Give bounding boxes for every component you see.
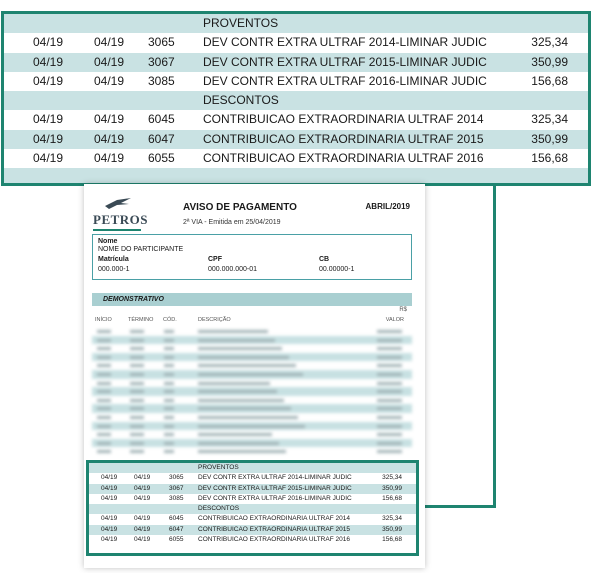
cell-valor: 156,68 (531, 73, 568, 88)
cell-descricao: DEV CONTR EXTRA ULTRAF 2016-LIMINAR JUDIC (198, 494, 352, 502)
cb-label: CB (319, 256, 330, 263)
currency-label: R$ (399, 307, 407, 313)
cell-termino: 04/19 (134, 525, 151, 533)
blurred-row (92, 422, 412, 431)
demonstrativo-header: DEMONSTRATIVO (92, 293, 412, 306)
cell-inicio: 04/19 (101, 474, 118, 482)
cell-valor: 325,34 (531, 35, 568, 50)
cb-value: 00.00000-1 (319, 266, 355, 273)
table-row (89, 484, 416, 494)
table-row (4, 72, 588, 91)
document-month: ABRIL/2019 (365, 202, 410, 211)
cell-inicio: 04/19 (101, 515, 118, 523)
cell-descricao: DEV CONTR EXTRA ULTRAF 2016-LIMINAR JUDIC (203, 73, 487, 88)
cell-descricao: CONTRIBUICAO EXTRAORDINARIA ULTRAF 2014 (198, 515, 350, 523)
document-title: AVISO DE PAGAMENTO (183, 202, 297, 213)
zoomed-table (1, 11, 591, 186)
blurred-row (92, 327, 412, 336)
cell-inicio: 04/19 (101, 484, 118, 492)
cell-inicio: 04/19 (33, 54, 64, 69)
payment-document (84, 184, 425, 568)
blurred-row (92, 396, 412, 405)
table-row (4, 149, 588, 168)
bird-icon (103, 196, 133, 210)
blurred-row (92, 404, 412, 413)
blurred-row (92, 413, 412, 422)
cell-inicio: 04/19 (33, 131, 64, 146)
table-footer (4, 168, 588, 185)
cell-termino: 04/19 (94, 54, 125, 69)
table-row (89, 473, 416, 483)
matricula-label: Matrícula (98, 256, 129, 263)
cell-valor: 325,34 (382, 515, 402, 523)
cell-inicio: 04/19 (33, 151, 64, 166)
nome-label: Nome (98, 238, 118, 245)
cell-termino: 04/19 (94, 35, 125, 50)
blurred-row (92, 344, 412, 353)
cell-cod: 6055 (169, 536, 184, 544)
cell-descricao: DEV CONTR EXTRA ULTRAF 2014-LIMINAR JUDIC (203, 35, 487, 50)
table-row (4, 110, 588, 129)
cell-descricao: DEV CONTR EXTRA ULTRAF 2014-LIMINAR JUDIC (198, 474, 352, 482)
cell-inicio: 04/19 (101, 494, 118, 502)
blurred-row (92, 439, 412, 448)
cell-valor: 325,34 (531, 112, 568, 127)
blurred-row (92, 361, 412, 370)
table-row (4, 130, 588, 149)
cell-valor: 156,68 (382, 494, 402, 502)
cell-cod: 3067 (169, 484, 184, 492)
table-row (89, 494, 416, 504)
cell-valor: 350,99 (531, 131, 568, 146)
cell-inicio: 04/19 (101, 525, 118, 533)
cell-termino: 04/19 (134, 515, 151, 523)
cell-termino: 04/19 (134, 474, 151, 482)
cell-descricao: CONTRIBUICAO EXTRAORDINARIA ULTRAF 2015 (203, 131, 484, 146)
cell-cod: 6047 (148, 131, 175, 146)
participant-box (92, 234, 412, 280)
cell-cod: 3085 (148, 73, 175, 88)
cell-valor: 350,99 (531, 54, 568, 69)
cell-cod: 3085 (169, 494, 184, 502)
cell-cod: 6047 (169, 525, 184, 533)
highlighted-table (86, 460, 419, 556)
table-row (89, 525, 416, 535)
petros-logo: PETROS (93, 196, 141, 232)
cell-descricao: DEV CONTR EXTRA ULTRAF 2015-LIMINAR JUDIC (198, 484, 352, 492)
cell-inicio: 04/19 (33, 73, 64, 88)
cell-termino: 04/19 (94, 73, 125, 88)
section-header-descontos: DESCONTOS (89, 504, 416, 514)
cell-valor: 156,68 (531, 151, 568, 166)
nome-value: NOME DO PARTICIPANTE (98, 246, 184, 253)
cell-cod: 3065 (169, 474, 184, 482)
blurred-row (92, 387, 412, 396)
cell-inicio: 04/19 (101, 536, 118, 544)
blurred-row (92, 370, 412, 379)
cell-cod: 3067 (148, 54, 175, 69)
blurred-row (92, 379, 412, 388)
cell-valor: 350,99 (382, 484, 402, 492)
section-header-proventos: PROVENTOS (4, 14, 588, 33)
cell-descricao: CONTRIBUICAO EXTRAORDINARIA ULTRAF 2015 (198, 525, 350, 533)
table-row (4, 53, 588, 72)
cpf-label: CPF (208, 256, 222, 263)
cell-descricao: CONTRIBUICAO EXTRAORDINARIA ULTRAF 2016 (203, 151, 484, 166)
table-row (4, 33, 588, 52)
cell-inicio: 04/19 (33, 35, 64, 50)
blurred-rows (92, 327, 412, 456)
column-headers: INÍCIO TÉRMINO CÓD. DESCRIÇÃO VALOR (95, 317, 404, 323)
table-row (89, 535, 416, 545)
cell-cod: 3065 (148, 35, 175, 50)
cell-termino: 04/19 (134, 536, 151, 544)
cell-valor: 156,68 (382, 536, 402, 544)
document-subtitle: 2ª VIA - Emitida em 25/04/2019 (183, 219, 281, 226)
cell-termino: 04/19 (94, 112, 125, 127)
connector-line (418, 505, 496, 508)
connector-line (493, 186, 496, 508)
cell-cod: 6055 (148, 151, 175, 166)
cell-descricao: CONTRIBUICAO EXTRAORDINARIA ULTRAF 2016 (198, 536, 350, 544)
cell-inicio: 04/19 (33, 112, 64, 127)
blurred-row (92, 336, 412, 345)
matricula-value: 000.000-1 (98, 266, 130, 273)
cell-valor: 325,34 (382, 474, 402, 482)
cpf-value: 000.000.000-01 (208, 266, 258, 273)
section-header-descontos: DESCONTOS (4, 91, 588, 110)
cell-termino: 04/19 (134, 494, 151, 502)
cell-descricao: DEV CONTR EXTRA ULTRAF 2015-LIMINAR JUDIC (203, 54, 487, 69)
cell-termino: 04/19 (134, 484, 151, 492)
cell-cod: 6045 (169, 515, 184, 523)
table-row (89, 514, 416, 524)
cell-termino: 04/19 (94, 131, 125, 146)
blurred-row (92, 353, 412, 362)
blurred-row (92, 430, 412, 439)
section-header-proventos: PROVENTOS (89, 463, 416, 473)
cell-descricao: CONTRIBUICAO EXTRAORDINARIA ULTRAF 2014 (203, 112, 484, 127)
cell-valor: 350,99 (382, 525, 402, 533)
cell-cod: 6045 (148, 112, 175, 127)
blurred-row (92, 447, 412, 456)
cell-termino: 04/19 (94, 151, 125, 166)
